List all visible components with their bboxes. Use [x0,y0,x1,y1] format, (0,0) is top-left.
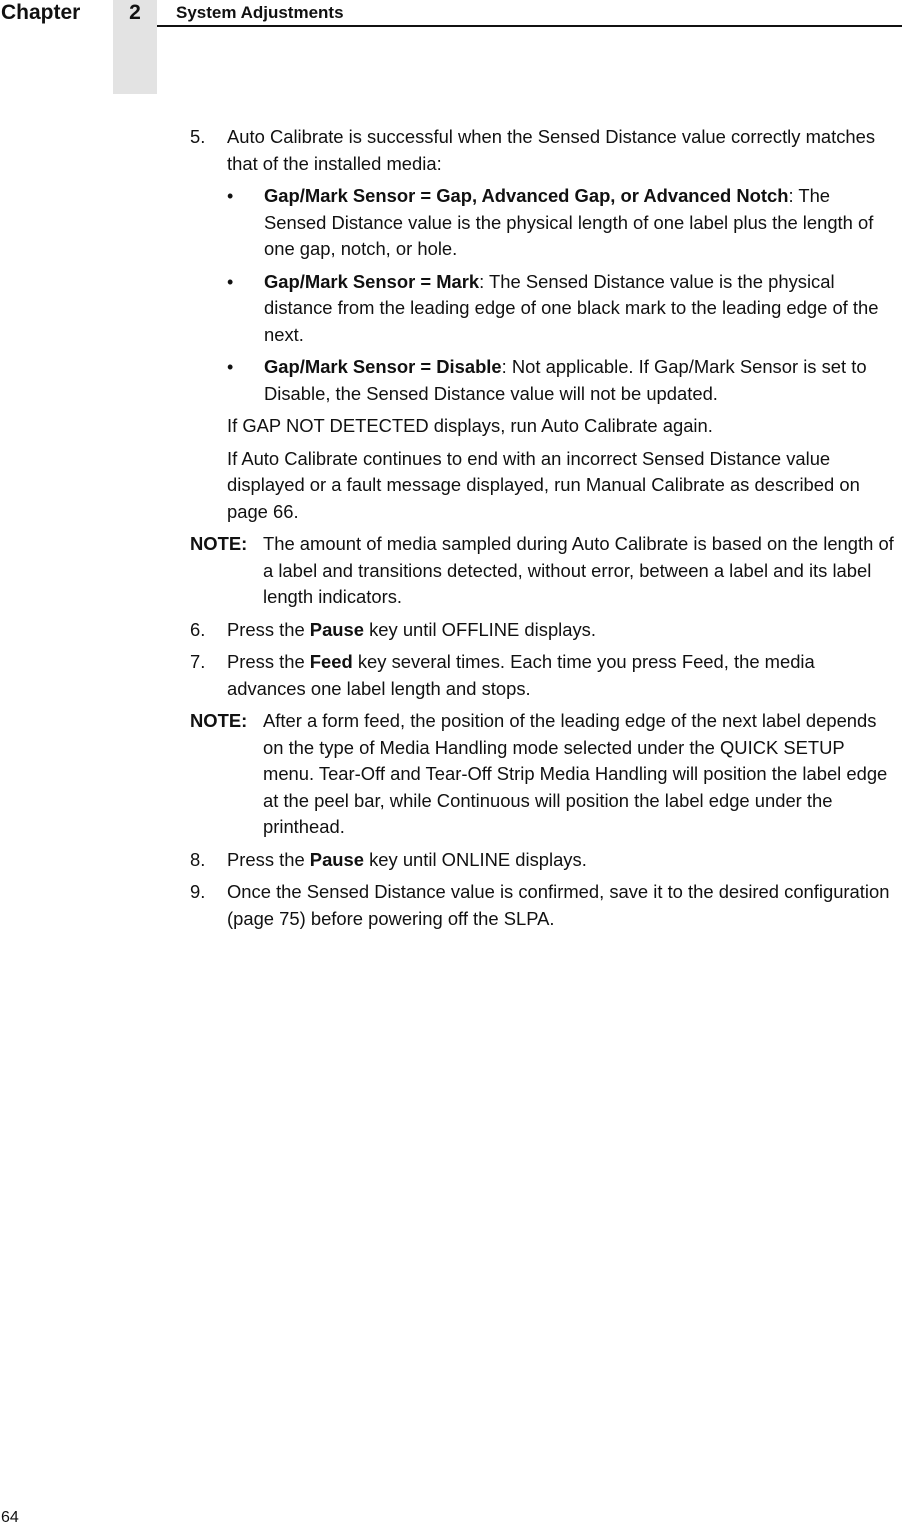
chapter-tab [113,0,157,94]
step-8 [190,847,895,874]
step-text-pre: Press the [227,651,310,672]
step-text-post: key until ONLINE displays. [363,848,587,870]
step-9 [190,879,895,932]
step-5-paragraph: If GAP NOT DETECTED displays, run Auto Calibrate again. [227,415,713,436]
note-label: NOTE: [190,533,248,554]
step-text-post: key until OFFLINE displays. [363,618,596,640]
step-text: Once the Sensed Distance value is confirmed, save it to the desired configuration (page 75) before powering off the SLPA. [227,881,890,929]
step-text-post: key several times. Each time you press Feed, the media advances one label length and stops. [227,651,815,699]
bullet-icon: • [227,186,234,206]
step-number: 6. [190,618,206,640]
page-content [190,124,895,932]
key-name: Pause [309,618,364,640]
bullet-icon: • [227,357,234,377]
step-number: 7. [190,651,206,672]
key-name: Feed [309,651,353,672]
note-label: NOTE: [190,710,248,731]
note [190,708,895,841]
note [190,531,895,611]
step-number: 5. [190,126,206,147]
bullet-term: Gap/Mark Sensor = Gap, Advanced Gap, or Advanced Notch [264,185,789,206]
chapter-label: Chapter [1,1,81,24]
step-text: Auto Calibrate is successful when the Sensed Distance value correctly matches that of the installed media: [227,126,876,174]
chapter-number: 2 [129,1,141,24]
bullet-term: Gap/Mark Sensor = Disable [264,356,502,377]
step-6 [190,617,895,644]
section-title: System Adjustments [176,3,344,22]
page-number: 64 [1,1509,19,1526]
note-text: After a form feed, the position of the leading edge of the next label depends on the type of Media Handling mode selected under the QUICK SETUP menu. Tear-Off and Tear-Off Strip Media Handling will position the label edge at the peel bar, while Continuous will position the label edge under the printhead. [263,710,888,837]
key-name: Pause [309,848,364,870]
step-number: 8. [190,848,206,870]
bullet-text: : The Sensed Distance value is the physical distance from the leading edge of one black mark to the leading edge of the next. [264,270,879,345]
step-number: 9. [190,881,206,902]
bullet-text: : Not applicable. If Gap/Mark Sensor is set to Disable, the Sensed Distance value will not be updated. [264,356,867,404]
bullet-item [227,354,895,407]
bullet-term: Gap/Mark Sensor = Mark [264,270,480,292]
step-text-pre: Press the [227,618,310,640]
bullet-item [227,183,895,263]
step-text-pre: Press the [227,848,310,870]
header-rule [157,25,902,27]
bullet-item [227,269,895,349]
bullet-text: : The Sensed Distance value is the physical length of one label plus the length of one gap, notch, or hole. [264,185,874,259]
step-5-paragraph: If Auto Calibrate continues to end with an incorrect Sensed Distance value displayed or a fault message displayed, run Manual Calibrate as described on page 66. [227,447,860,522]
note-text: The amount of media sampled during Auto Calibrate is based on the length of a label and transitions detected, without error, between a label and its label length indicators. [263,533,894,607]
bullet-icon: • [227,271,234,292]
step-5 [190,124,895,177]
step-7 [190,649,895,702]
